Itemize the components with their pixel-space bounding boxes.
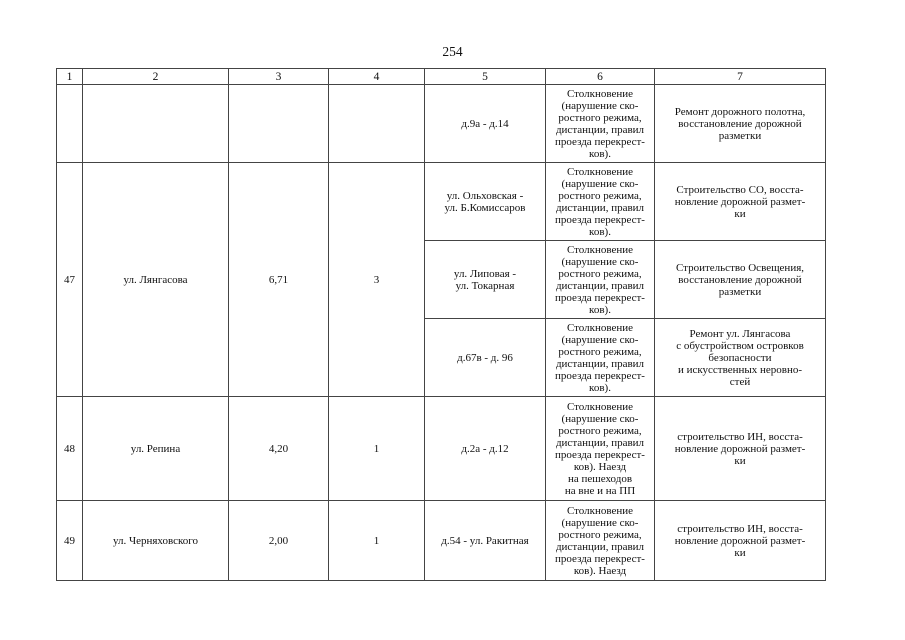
table-row (57, 85, 826, 163)
cell-count: 1 (329, 397, 425, 501)
cell-section: д.54 - ул. Ракитная (425, 501, 546, 581)
table-row (57, 397, 826, 501)
cell-measures: Ремонт дорожного полотна, восстановление дорожной разметки (655, 85, 826, 163)
header-cell-col-3: 3 (229, 69, 329, 85)
cell-measures: Строительство СО, восста- новление дорожной размет- ки (655, 163, 826, 241)
cell-num: 48 (57, 397, 83, 501)
cell-count (329, 85, 425, 163)
cell-measures: Ремонт ул. Лянгасова с обустройством островков безопасности и искусственных неровно- стей (655, 319, 826, 397)
document-table (56, 68, 826, 581)
header-cell-col-7: 7 (655, 69, 826, 85)
header-cell-col-2: 2 (83, 69, 229, 85)
cell-num: 47 (57, 163, 83, 397)
cell-measures: Строительство Освещения, восстановление дорожной разметки (655, 241, 826, 319)
cell-section: ул. Ольховская - ул. Б.Комиссаров (425, 163, 546, 241)
header-cell-col-5: 5 (425, 69, 546, 85)
cell-measures: строительство ИН, восста- новление дорожной размет- ки (655, 501, 826, 581)
cell-section: д.9а - д.14 (425, 85, 546, 163)
table-header-row (57, 69, 826, 85)
cell-length: 4,20 (229, 397, 329, 501)
header-cell-col-6: 6 (546, 69, 655, 85)
cell-num (57, 85, 83, 163)
cell-incident: Столкновение (нарушение ско- ростного режима, дистанции, правил проезда перекрест- ков). (546, 241, 655, 319)
cell-street (83, 85, 229, 163)
cell-incident: Столкновение (нарушение ско- ростного режима, дистанции, правил проезда перекрест- ков). Наезд на пешеходов на вне и на ПП (546, 397, 655, 501)
cell-incident: Столкновение (нарушение ско- ростного режима, дистанции, правил проезда перекрест- ков). (546, 85, 655, 163)
cell-incident: Столкновение (нарушение ско- ростного режима, дистанции, правил проезда перекрест- ков). (546, 163, 655, 241)
table-row (57, 501, 826, 581)
cell-section: ул. Липовая - ул. Токарная (425, 241, 546, 319)
cell-count: 3 (329, 163, 425, 397)
cell-incident: Столкновение (нарушение ско- ростного режима, дистанции, правил проезда перекрест- ков). (546, 319, 655, 397)
table-row (57, 163, 826, 241)
cell-length: 2,00 (229, 501, 329, 581)
cell-incident: Столкновение (нарушение ско- ростного режима, дистанции, правил проезда перекрест- ков). Наезд (546, 501, 655, 581)
cell-count: 1 (329, 501, 425, 581)
cell-street: ул. Репина (83, 397, 229, 501)
header-cell-col-1: 1 (57, 69, 83, 85)
cell-measures: строительство ИН, восста- новление дорожной размет- ки (655, 397, 826, 501)
cell-num: 49 (57, 501, 83, 581)
cell-section: д.67в - д. 96 (425, 319, 546, 397)
cell-street: ул. Лянгасова (83, 163, 229, 397)
cell-section: д.2а - д.12 (425, 397, 546, 501)
cell-length (229, 85, 329, 163)
page-number: 254 (442, 44, 463, 59)
header-cell-col-4: 4 (329, 69, 425, 85)
cell-length: 6,71 (229, 163, 329, 397)
cell-street: ул. Черняховского (83, 501, 229, 581)
